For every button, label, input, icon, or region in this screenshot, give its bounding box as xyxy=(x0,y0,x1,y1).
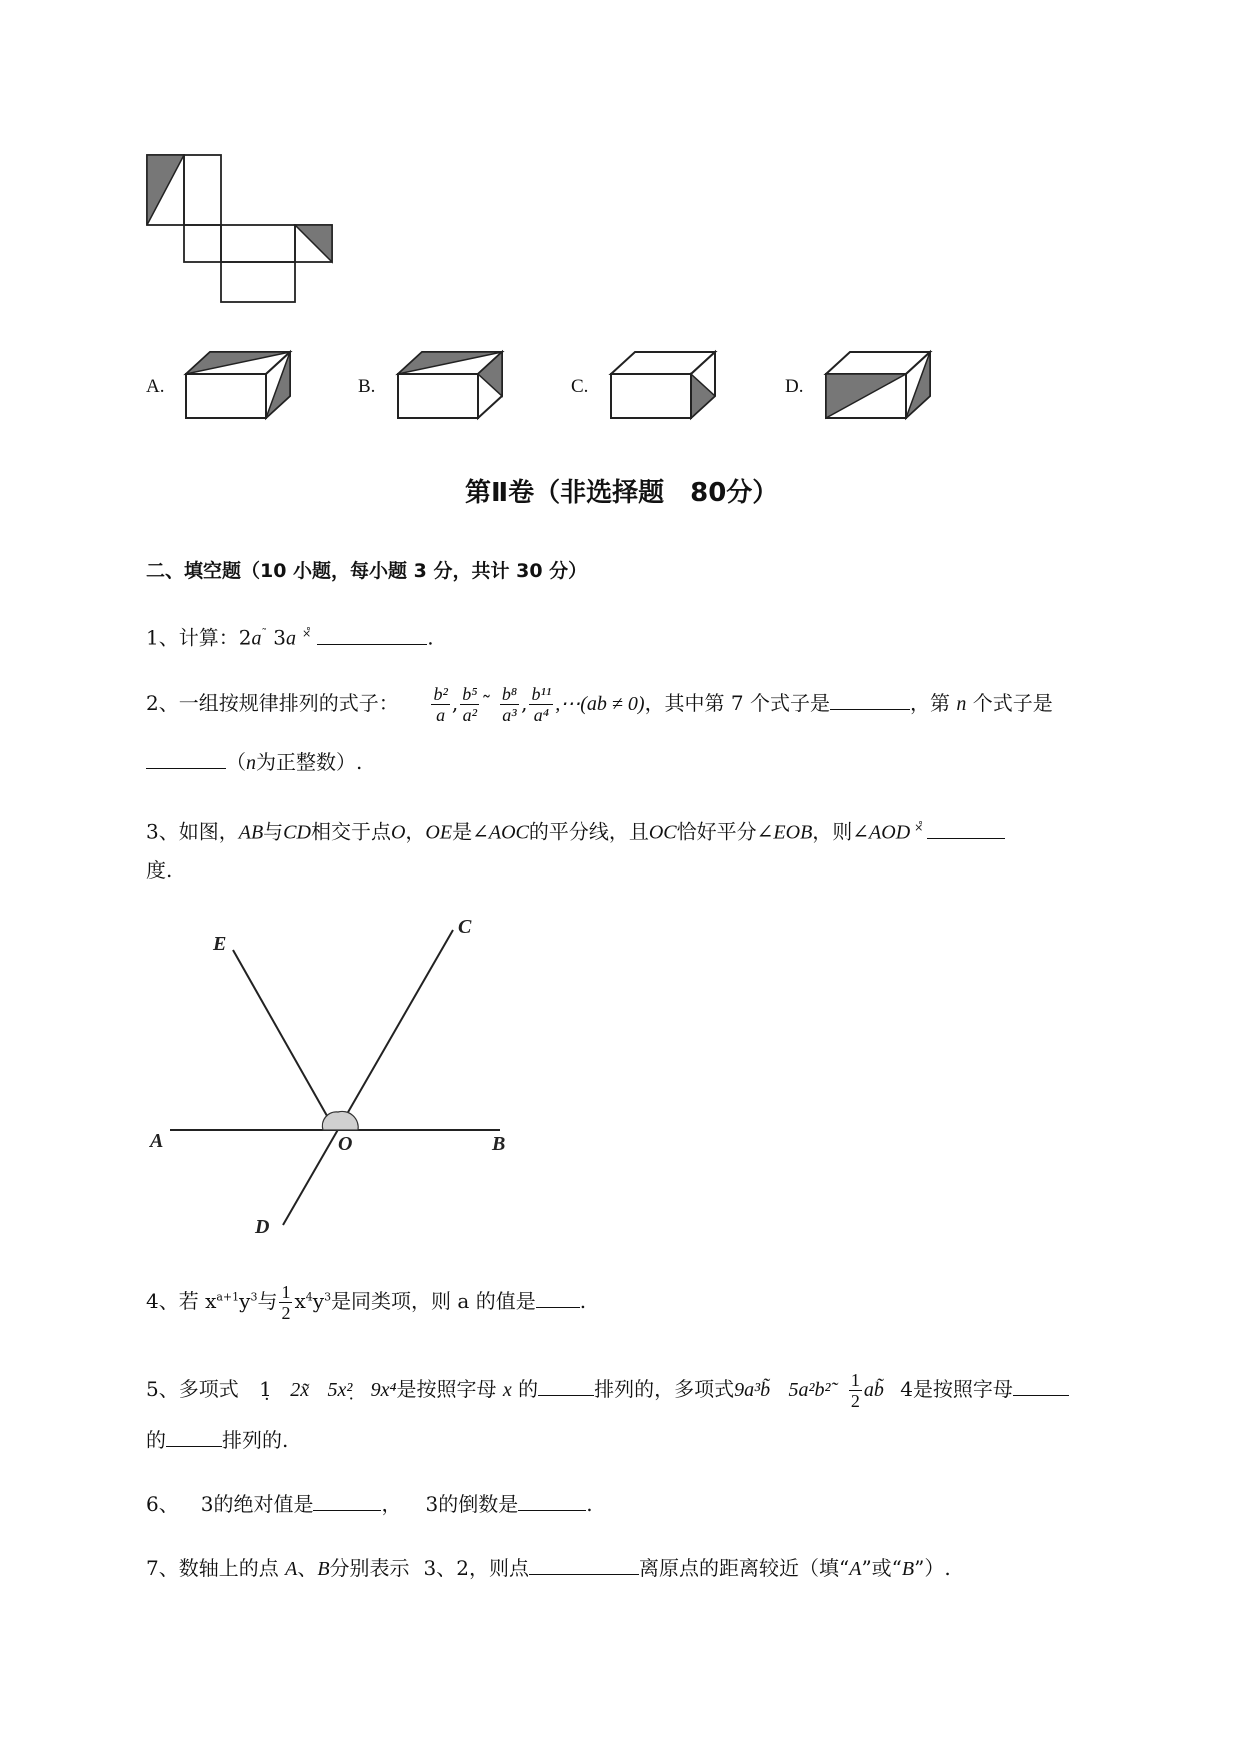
q5-term-1: 1̣ xyxy=(259,1377,272,1401)
q2-fraction-2: $\frac{\text{b⁵}}{\text{a²}}$ xyxy=(462,684,478,725)
q4-x: x xyxy=(294,1289,306,1313)
q2-var-n: n xyxy=(956,693,967,715)
angle-figure xyxy=(140,905,540,1235)
q5-poly-term-4: 4 xyxy=(900,1377,913,1401)
q4-prefix: 4、若 x xyxy=(146,1289,217,1313)
q2-blank-1[interactable] xyxy=(830,691,910,710)
q4-fraction: $\frac{1}{2}$ xyxy=(281,1282,291,1323)
q3-t5: 的平分线，且 xyxy=(528,819,649,844)
q7-t3: ”或“ xyxy=(861,1556,902,1580)
q1-end: . xyxy=(427,625,434,650)
option-d-cube xyxy=(820,344,940,424)
q6-t1: 3的绝对值是 xyxy=(200,1492,314,1516)
q7-prefix: 7、数轴上的点 xyxy=(146,1556,279,1580)
q5-fraction: $\frac{1}{2}$ xyxy=(850,1370,860,1411)
q1-var-a: a xyxy=(251,627,262,650)
option-c-cube xyxy=(605,344,725,424)
q3-ab: AB xyxy=(238,821,264,844)
q7-vals: 3、2，则点 xyxy=(423,1556,529,1580)
q5-var-x: x xyxy=(502,1379,512,1401)
q3-t4: 是 xyxy=(452,819,473,844)
q3-mark: ×̊ xyxy=(914,821,924,834)
q7-point-b: B xyxy=(317,1558,330,1580)
q6-blank-1[interactable] xyxy=(313,1492,381,1511)
q4-sup2: 3 xyxy=(250,1290,258,1304)
q5-mid2: 的 xyxy=(518,1377,539,1401)
q3-oc: OC xyxy=(648,821,677,844)
q5-blank-2[interactable] xyxy=(1013,1377,1069,1396)
q7-t1: 、 xyxy=(297,1556,318,1580)
q2-line2-end: 为正整数）. xyxy=(256,750,363,774)
q3-eob: ∠EOB xyxy=(756,821,813,844)
q5-poly-term-3: ab̃ xyxy=(863,1379,884,1401)
q7-end: 离原点的距离较近（填“ xyxy=(638,1556,850,1580)
q4-y2: y xyxy=(312,1289,325,1313)
option-a-cube xyxy=(180,344,300,424)
q3-t7: ，则 xyxy=(812,819,853,844)
q3-t1: 与 xyxy=(263,819,284,844)
q2-tail: 个式子是 xyxy=(972,691,1053,715)
option-b-label: B. xyxy=(358,376,376,397)
q4-sup3: 4 xyxy=(305,1290,313,1304)
q3-oe: OE xyxy=(425,821,453,844)
q2-fraction-3: $\frac{\text{b⁸}}{\text{a³}}$ xyxy=(501,684,518,725)
q3-t3: ， xyxy=(405,819,426,844)
question-6 xyxy=(146,1490,593,1518)
point-b-label: B xyxy=(492,1133,506,1155)
q5-term-4: 9x⁴ xyxy=(370,1379,397,1401)
q2-line2-pre: （ xyxy=(226,750,246,774)
question-2-line-2 xyxy=(146,748,362,777)
option-d-label: D. xyxy=(785,376,804,397)
q4-y: y xyxy=(239,1289,251,1313)
q3-t6: 恰好平分 xyxy=(676,819,757,844)
q5-term-2: 2x̃ xyxy=(290,1379,310,1401)
q7-t4: ”）. xyxy=(914,1556,951,1580)
q2-prefix: 2、一组按规律排列的式子： xyxy=(146,691,399,715)
q1-blank[interactable] xyxy=(317,626,427,645)
q3-o: O xyxy=(390,821,406,844)
point-e-label: E xyxy=(213,933,227,955)
q1-var-a2: a xyxy=(286,627,297,650)
q4-blank[interactable] xyxy=(536,1289,580,1308)
q4-with: 与 xyxy=(257,1289,278,1313)
q5-blank-1[interactable] xyxy=(538,1377,594,1396)
q2-blank-2[interactable] xyxy=(146,750,226,769)
q5-line2a: 的 xyxy=(146,1428,166,1452)
q2-mid2: ，第 xyxy=(910,691,951,715)
q5-poly-term-2: 5a²b²̃ xyxy=(788,1379,831,1401)
q6-prefix: 6、 xyxy=(146,1492,179,1516)
point-c-label: C xyxy=(458,916,472,938)
q6-blank-2[interactable] xyxy=(518,1492,586,1511)
question-3 xyxy=(146,814,1005,847)
q3-cd: CD xyxy=(283,821,311,844)
q1-tilde: ˜ xyxy=(261,627,267,640)
q7-choice-b: B xyxy=(901,1558,915,1580)
q4-sup4: 3 xyxy=(324,1290,332,1304)
q5-blank-3[interactable] xyxy=(166,1428,222,1447)
q4-final: . xyxy=(579,1289,587,1313)
question-3-line-2 xyxy=(146,856,172,884)
question-2: 2、一组按规律排列的式子： $\frac{\text{b²}}{a}$ , $\frac{\text{b⁵}}{\text{a²}}$ ˜ $\frac{\text{b⁸}}{\text{a³}}$ , $\frac{\text{b¹¹}}{\text{a⁴}}$ ,⋯(ab ≠ 0)，其中第 7 个式子是 ，第 n 个式子是 xyxy=(146,684,1053,725)
q5-term-3: 5x²̣ xyxy=(327,1379,353,1401)
q6-t2: 3的倒数是 xyxy=(425,1492,519,1516)
q7-blank[interactable] xyxy=(529,1556,639,1575)
q3-aod: ∠AOD xyxy=(852,821,911,844)
q7-point-a: A xyxy=(285,1558,298,1580)
point-o-label: O xyxy=(338,1133,353,1155)
q3-aoc: ∠AOC xyxy=(472,821,529,844)
q3-line2: 度. xyxy=(146,858,173,882)
q5-line2b: 排列的. xyxy=(222,1428,289,1452)
question-1 xyxy=(146,620,434,653)
question-5-line-2 xyxy=(146,1426,288,1454)
option-b-cube xyxy=(392,344,512,424)
point-d-label: D xyxy=(255,1216,270,1235)
q6-sep: ， xyxy=(381,1492,402,1516)
cube-net-figure xyxy=(145,150,345,310)
q5-mid: 是按照字母 xyxy=(396,1377,497,1401)
question-4 xyxy=(146,1282,586,1323)
q2-condition: ,⋯(ab ≠ 0) xyxy=(555,693,645,715)
question-7 xyxy=(146,1554,951,1583)
section-title: 第Ⅱ卷（非选择题 80分） xyxy=(465,478,779,508)
q3-t2: 相交于点 xyxy=(310,819,391,844)
q3-prefix: 3、如图， xyxy=(146,819,239,844)
q1-prefix: 1、计算：2 xyxy=(146,625,252,650)
option-c-label: C. xyxy=(571,376,589,397)
q2-mid: ，其中第 7 个式子是 xyxy=(644,691,831,715)
q1-mid: 3 xyxy=(266,625,287,650)
q5-poly-term-1: 9a³b̃ xyxy=(734,1379,771,1401)
point-a-label: A xyxy=(150,1130,164,1152)
q2-fraction-1: $\frac{\text{b²}}{a}$ xyxy=(433,684,448,725)
q2-line2-n: n xyxy=(246,752,256,774)
q4-sup1: a+1 xyxy=(216,1290,240,1304)
q5-mid3: 排列的，多项式 xyxy=(594,1377,735,1401)
q7-t2: 分别表示 xyxy=(329,1556,410,1580)
q4-end: 是同类项，则 a 的值是 xyxy=(331,1289,536,1313)
q1-mark: ×̊ xyxy=(302,627,312,640)
q3-blank[interactable] xyxy=(927,820,1005,839)
q5-mid4: 是按照字母 xyxy=(912,1377,1013,1401)
q7-choice-a: A xyxy=(849,1558,862,1580)
option-a-label: A. xyxy=(146,376,165,397)
q6-end: . xyxy=(586,1492,593,1516)
q2-fraction-4: $\frac{\text{b¹¹}}{\text{a⁴}}$ xyxy=(531,684,552,725)
section-heading: 二、填空题（10 小题，每小题 3 分，共计 30 分） xyxy=(146,560,588,582)
question-5 xyxy=(146,1370,1069,1411)
q5-prefix: 5、多项式 xyxy=(146,1377,239,1401)
